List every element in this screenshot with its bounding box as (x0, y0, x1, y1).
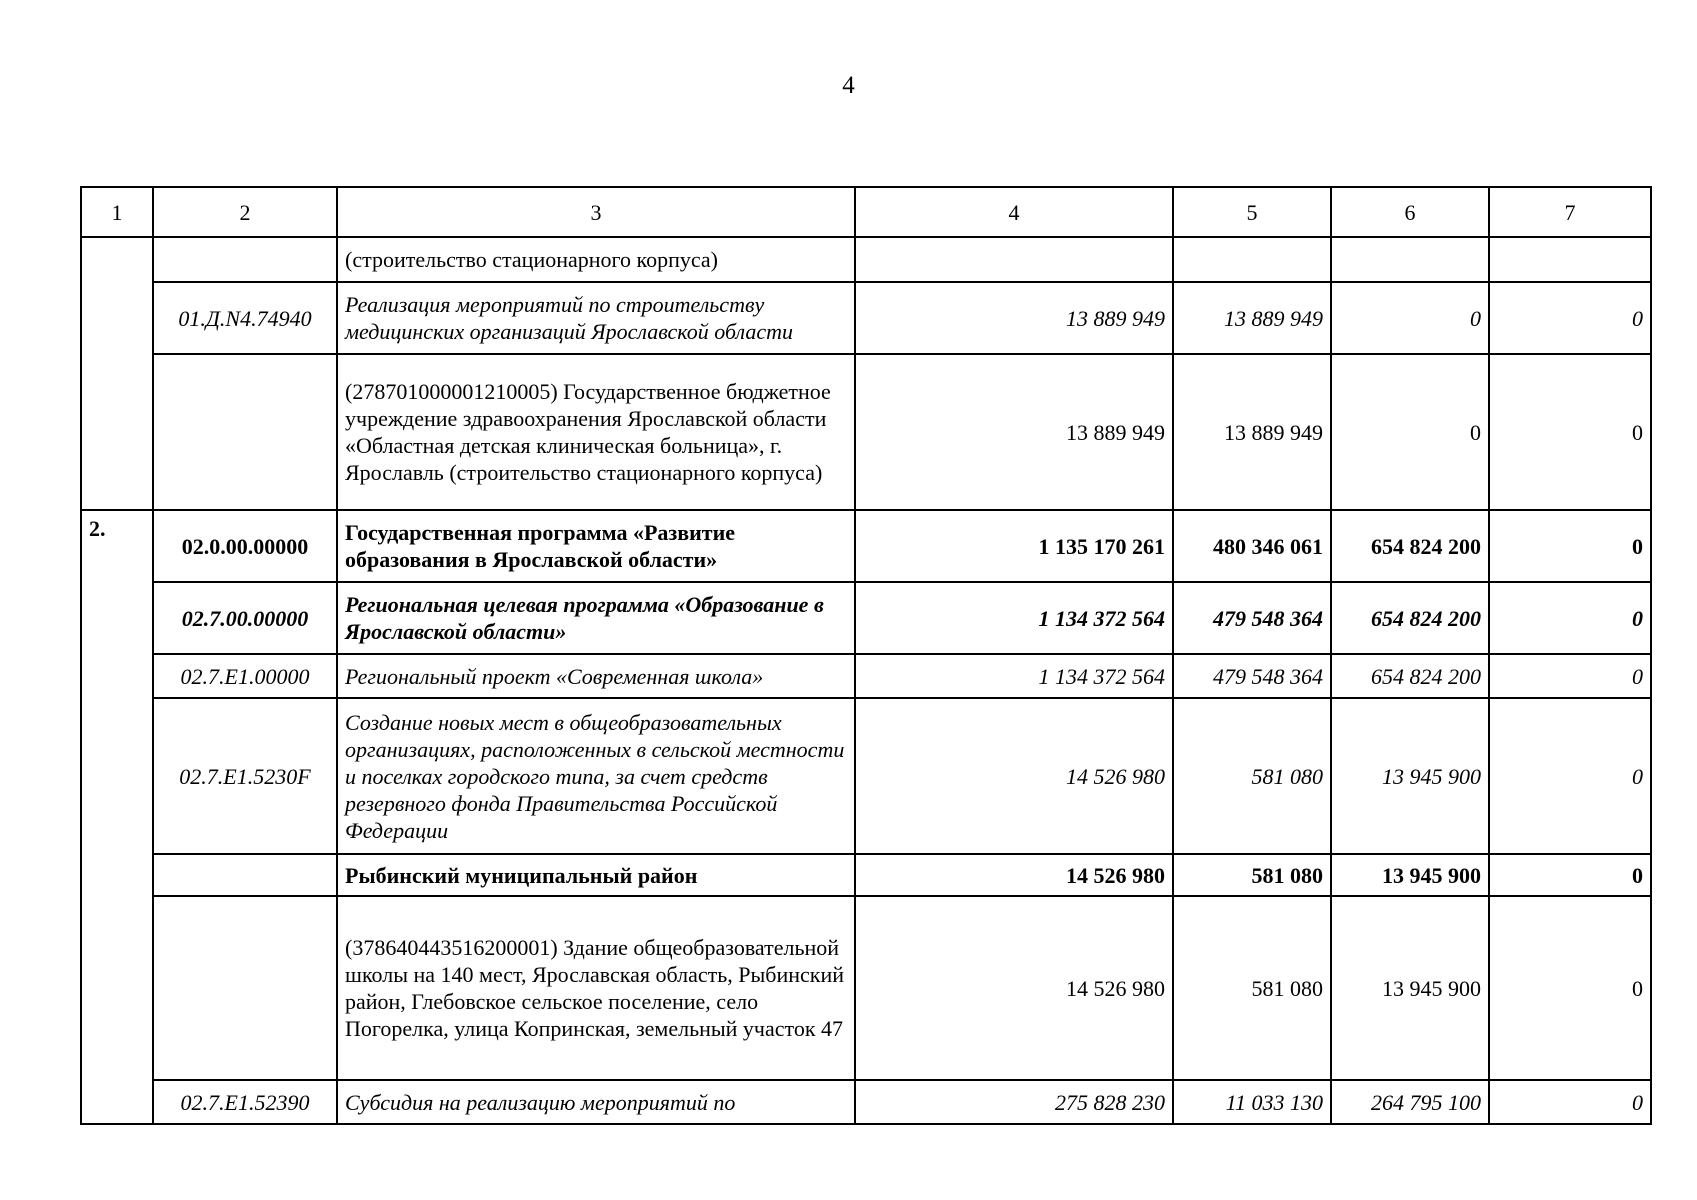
budget-code: 01.Д.N4.74940 (153, 282, 337, 354)
value-col-7: 0 (1489, 582, 1651, 654)
item-name: Создание новых мест в общеобразовательных организациях, расположенных в сельской местности и поселках городского типа, за счет средств резервного фонда Правительства Российской Федерации (337, 698, 855, 854)
value-col-4: 13 889 949 (855, 354, 1173, 510)
value-col-4: 1 134 372 564 (855, 654, 1173, 698)
value-col-7: 0 (1489, 1080, 1651, 1124)
budget-code (153, 854, 337, 896)
budget-code (153, 237, 337, 282)
value-col-5: 581 080 (1173, 896, 1331, 1080)
value-col-4: 13 889 949 (855, 282, 1173, 354)
row-number-cell: 2. (81, 510, 153, 1124)
item-name: Государственная программа «Развитие образования в Ярославской области» (337, 510, 855, 582)
header-col-2: 2 (153, 187, 337, 237)
budget-code: 02.7.E1.00000 (153, 654, 337, 698)
budget-code: 02.0.00.00000 (153, 510, 337, 582)
header-col-3: 3 (337, 187, 855, 237)
value-col-6: 13 945 900 (1331, 854, 1489, 896)
value-col-6: 0 (1331, 282, 1489, 354)
value-col-4: 275 828 230 (855, 1080, 1173, 1124)
value-col-5: 13 889 949 (1173, 282, 1331, 354)
value-col-6: 13 945 900 (1331, 698, 1489, 854)
value-col-5: 479 548 364 (1173, 582, 1331, 654)
value-col-6: 654 824 200 (1331, 510, 1489, 582)
value-col-7: 0 (1489, 354, 1651, 510)
table-row (81, 654, 1651, 698)
value-col-4: 14 526 980 (855, 854, 1173, 896)
value-col-6: 654 824 200 (1331, 582, 1489, 654)
value-col-7: 0 (1489, 654, 1651, 698)
item-name: Субсидия на реализацию мероприятий по (337, 1080, 855, 1124)
value-col-5: 581 080 (1173, 698, 1331, 854)
value-col-4: 1 134 372 564 (855, 582, 1173, 654)
header-col-5: 5 (1173, 187, 1331, 237)
value-col-7: 0 (1489, 510, 1651, 582)
value-col-4: 14 526 980 (855, 896, 1173, 1080)
table-row (81, 1080, 1651, 1124)
value-col-4: 1 135 170 261 (855, 510, 1173, 582)
value-col-5 (1173, 237, 1331, 282)
value-col-5: 479 548 364 (1173, 654, 1331, 698)
value-col-6 (1331, 237, 1489, 282)
value-col-7: 0 (1489, 282, 1651, 354)
header-col-1: 1 (81, 187, 153, 237)
value-col-5: 11 033 130 (1173, 1080, 1331, 1124)
value-col-7 (1489, 237, 1651, 282)
budget-code: 02.7.E1.52390 (153, 1080, 337, 1124)
value-col-5: 480 346 061 (1173, 510, 1331, 582)
item-name: (378640443516200001) Здание общеобразовательной школы на 140 мест, Ярославская область, Рыбинский район, Глебовское сельское поселение, село Погорелка, улица Копринская, земельный участок 47 (337, 896, 855, 1080)
value-col-7: 0 (1489, 896, 1651, 1080)
item-name: (278701000001210005) Государственное бюджетное учреждение здравоохранения Ярославской области «Областная детская клиническая больница», г. Ярославль (строительство стационарного корпуса) (337, 354, 855, 510)
value-col-7: 0 (1489, 854, 1651, 896)
table-row (81, 582, 1651, 654)
item-name: Рыбинский муниципальный район (337, 854, 855, 896)
table-row (81, 698, 1651, 854)
row-number-cell (81, 237, 153, 510)
page-number: 4 (842, 72, 855, 99)
value-col-4 (855, 237, 1173, 282)
table-row (81, 510, 1651, 582)
table-row (81, 896, 1651, 1080)
table-row (81, 354, 1651, 510)
budget-table (80, 186, 1652, 1125)
item-name: Реализация мероприятий по строительству медицинских организаций Ярославской области (337, 282, 855, 354)
table-row (81, 237, 1651, 282)
budget-code (153, 896, 337, 1080)
item-name: Региональная целевая программа «Образование в Ярославской области» (337, 582, 855, 654)
value-col-5: 13 889 949 (1173, 354, 1331, 510)
budget-code (153, 354, 337, 510)
item-name: Региональный проект «Современная школа» (337, 654, 855, 698)
value-col-7: 0 (1489, 698, 1651, 854)
budget-code: 02.7.E1.5230F (153, 698, 337, 854)
header-col-4: 4 (855, 187, 1173, 237)
value-col-4: 14 526 980 (855, 698, 1173, 854)
header-col-7: 7 (1489, 187, 1651, 237)
budget-code: 02.7.00.00000 (153, 582, 337, 654)
header-row (81, 187, 1651, 237)
header-col-6: 6 (1331, 187, 1489, 237)
value-col-6: 264 795 100 (1331, 1080, 1489, 1124)
table-row (81, 282, 1651, 354)
table-row (81, 854, 1651, 896)
value-col-6: 654 824 200 (1331, 654, 1489, 698)
item-name: (строительство стационарного корпуса) (337, 237, 855, 282)
value-col-5: 581 080 (1173, 854, 1331, 896)
value-col-6: 13 945 900 (1331, 896, 1489, 1080)
value-col-6: 0 (1331, 354, 1489, 510)
